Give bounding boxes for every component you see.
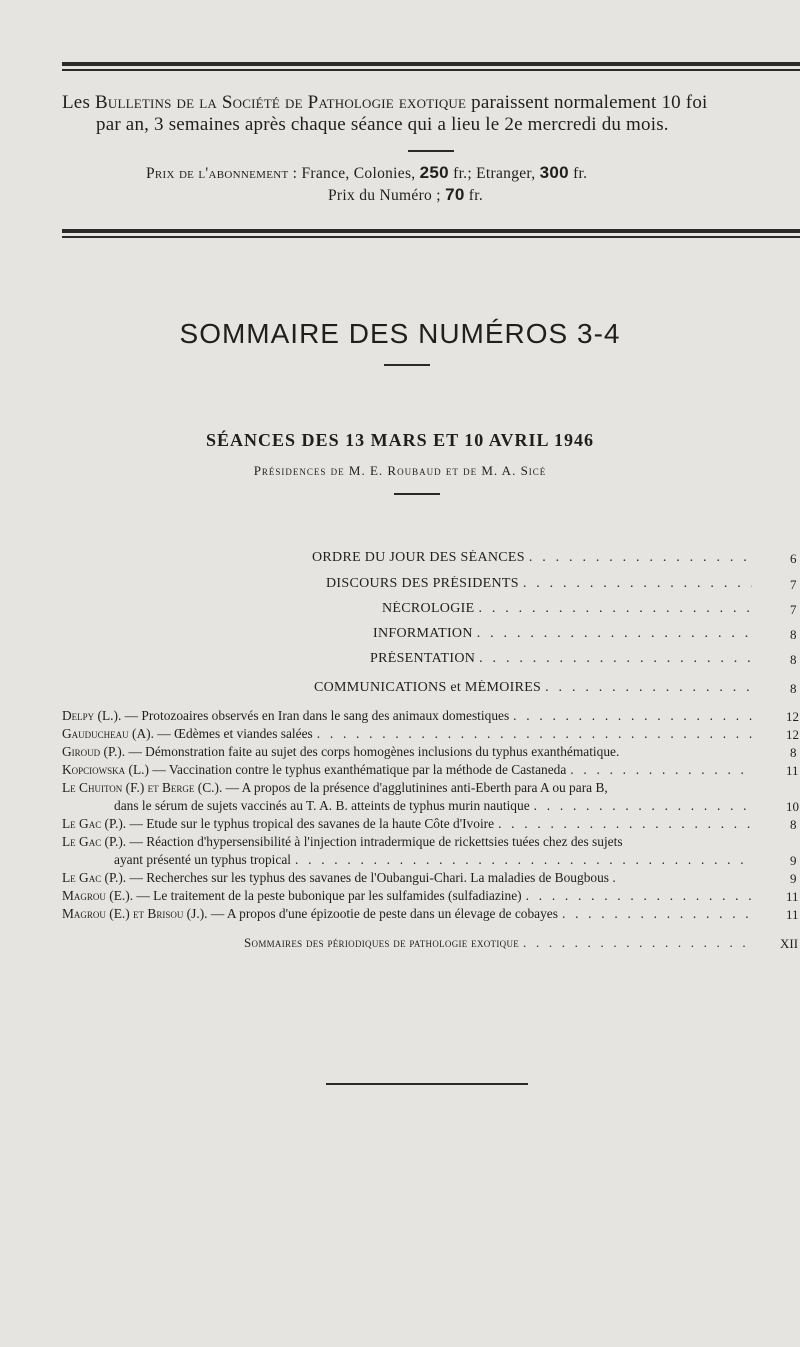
- bottom-rule: [326, 1083, 528, 1085]
- bulletins-title: Bulletins de la Société de Pathologie exotique: [95, 92, 467, 113]
- page-number: 9: [790, 853, 797, 868]
- presidences: Présidences de M. E. Roubaud et de M. A. Sicé: [253, 463, 547, 478]
- list-item: Gauducheau (A). — Œdèmes et viandes salées . . .: [62, 725, 754, 743]
- page-number: 8: [790, 627, 797, 642]
- top-rule-thick: [62, 62, 800, 66]
- section-ordre: ORDRE DU JOUR DES SÉANCES . . .: [312, 550, 752, 566]
- price-label: Prix de l'abonnement :: [146, 165, 298, 182]
- page-number: XII: [780, 936, 799, 951]
- page-number: 8: [790, 745, 797, 760]
- list-item: Le Gac (P.). — Réaction d'hypersensibilité à l'injection intradermique de rickettsies tuées chez des sujets ayant présenté un typhus tropical . . .: [62, 833, 754, 869]
- section-communications: COMMUNICATIONS et MÉMOIRES . . .: [314, 680, 752, 696]
- page-title: SOMMAIRE DES NUMÉROS 3-4: [179, 318, 621, 349]
- header-divider: [408, 150, 454, 152]
- notice-line-2: par an, 3 semaines après chaque séance qui a lieu le 2e mercredi du mois.: [96, 114, 669, 135]
- page-number: 10: [786, 799, 799, 814]
- page-number: 8: [790, 681, 797, 696]
- page-number: 12: [786, 709, 799, 724]
- top-rule-thin: [62, 69, 800, 71]
- list-item: Giroud (P.). — Démonstration faite au sujet des corps homogènes inclusions du typhus exanthématique.: [62, 744, 620, 759]
- mid-rule-thin: [62, 236, 800, 238]
- page-number: 8: [790, 652, 797, 667]
- page-number: 12: [786, 727, 799, 742]
- list-item: Le Chuiton (F.) et Berge (C.). — A propos de la présence d'agglutinines anti-Eberth para A ou para B, dans le sérum de sujets vaccinés au T. A. B. atteints de typhus murin nautique . . .: [62, 779, 754, 815]
- page-number: 11: [786, 907, 799, 922]
- mid-rule-thick: [62, 229, 800, 233]
- list-item: Magrou (E.) et Brisou (J.). — A propos d'une épizootie de peste dans un élevage de cobayes . . .: [62, 905, 754, 923]
- seances-title: SÉANCES DES 13 MARS ET 10 AVRIL 1946: [206, 430, 594, 450]
- page-number: 11: [786, 889, 799, 904]
- list-item: Le Gac (P.). — Etude sur le typhus tropical des savanes de la haute Côte d'Ivoire . . .: [62, 815, 754, 833]
- presidences-divider: [394, 493, 440, 495]
- page-number: 7: [790, 602, 797, 617]
- section-information: INFORMATION . . .: [373, 626, 752, 642]
- list-item: Delpy (L.). — Protozoaires observés en Iran dans le sang des animaux domestiques . . .: [62, 707, 754, 725]
- page-number: 11: [786, 763, 799, 778]
- title-divider: [384, 364, 430, 366]
- list-item: Magrou (E.). — Le traitement de la peste bubonique par les sulfamides (sulfadiazine) . . .: [62, 887, 754, 905]
- page-number: 7: [790, 577, 797, 592]
- sommaires-periodiques: Sommaires des périodiques de pathologie exotique . . .: [244, 935, 752, 951]
- section-discours: DISCOURS DES PRÉSIDENTS . . .: [326, 576, 752, 592]
- page-number: 9: [790, 871, 797, 886]
- price-line: Prix de l'abonnement : France, Colonies, 250 fr.; Etranger, 300 fr.: [146, 163, 588, 182]
- price-issue-line: Prix du Numéro ; 70 fr.: [328, 185, 484, 204]
- list-item: Le Gac (P.). — Recherches sur les typhus des savanes de l'Oubangui-Chari. La maladies de Bougbous .: [62, 870, 616, 885]
- page-number: 8: [790, 817, 797, 832]
- list-item: Kopciowska (L.) — Vaccination contre le typhus exanthématique par la méthode de Castaneda . . .: [62, 761, 754, 779]
- section-presentation: PRÉSENTATION . . .: [370, 651, 752, 667]
- section-necrologie: NÉCROLOGIE . . .: [382, 601, 752, 617]
- notice-line-1: Les Bulletins de la Société de Pathologie exotique paraissent normalement 10 foi: [62, 92, 708, 113]
- page-number: 6: [790, 551, 797, 566]
